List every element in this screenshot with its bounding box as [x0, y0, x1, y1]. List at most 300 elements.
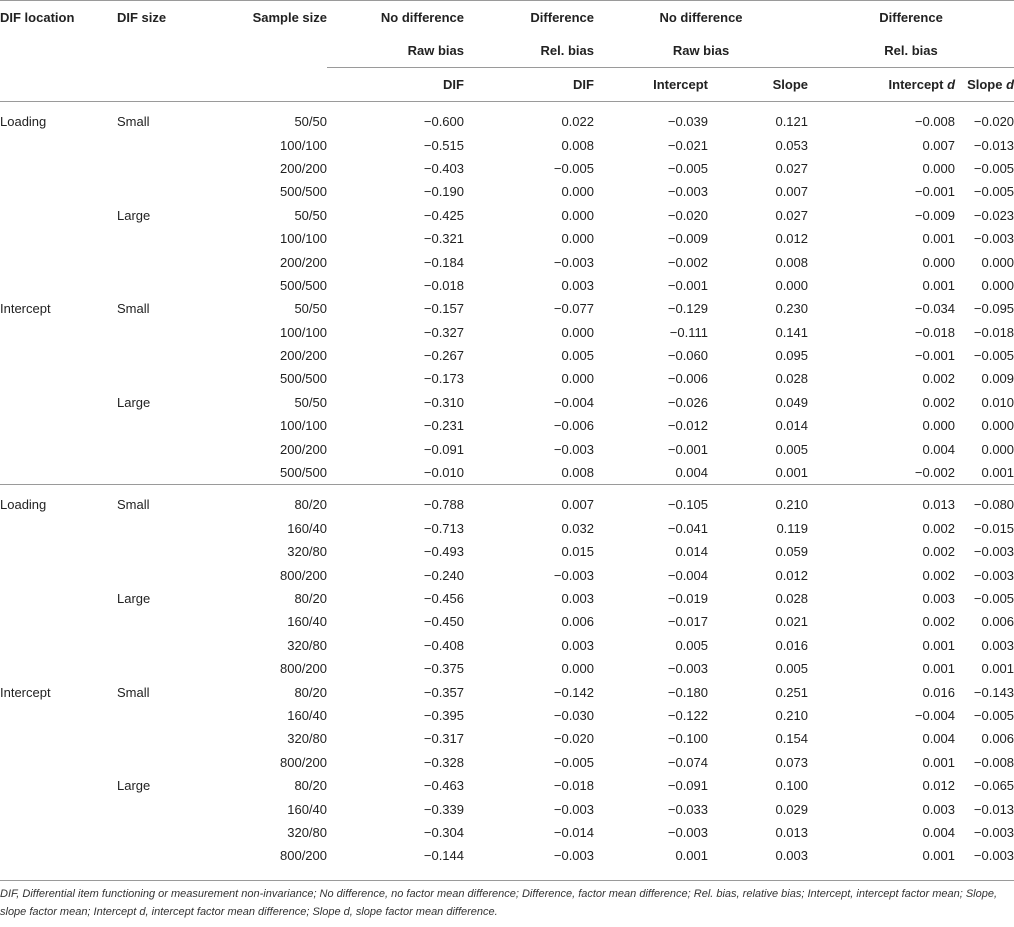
cell-dif-size	[117, 751, 221, 774]
cell-intercept-d: −0.004	[914, 707, 956, 723]
cell-dif-size	[117, 704, 221, 727]
cell-dif-size	[117, 437, 221, 460]
cell-sample-size: 800/200	[280, 848, 327, 864]
cell-sample-size: 100/100	[280, 418, 327, 434]
cell-intercept: −0.001	[667, 277, 708, 293]
cell-slope: 0.029	[775, 801, 809, 817]
cell-intercept-d: 0.004	[922, 824, 956, 840]
cell-dif-raw: −0.327	[423, 324, 464, 340]
cell-slope: 0.230	[775, 301, 809, 317]
cell-slope-d: −0.023	[973, 207, 1014, 223]
header-intercept-d: Intercept d	[808, 68, 955, 102]
cell-dif-rel: 0.000	[561, 184, 594, 200]
cell-dif-size: Small	[117, 684, 150, 700]
cell-dif-raw: −0.788	[423, 497, 464, 513]
header-row-2	[0, 34, 1014, 68]
table-row	[0, 110, 1014, 133]
cell-intercept-d: 0.002	[922, 371, 956, 387]
cell-dif-location	[0, 391, 117, 414]
cell-dif-raw: −0.018	[423, 277, 464, 293]
cell-dif-raw: −0.713	[423, 520, 464, 536]
cell-dif-size	[117, 461, 221, 485]
cell-slope: 0.028	[775, 371, 809, 387]
cell-sample-size: 200/200	[280, 441, 327, 457]
cell-sample-size: 200/200	[280, 160, 327, 176]
cell-dif-location	[0, 610, 117, 633]
cell-dif-raw: −0.240	[423, 567, 464, 583]
cell-dif-size: Large	[117, 778, 151, 794]
table-row	[0, 180, 1014, 203]
cell-slope-d: 0.010	[981, 394, 1014, 410]
cell-dif-size	[117, 274, 221, 297]
header-rel-bias-1: Rel. bias	[464, 34, 594, 68]
header-difference-2: Difference	[879, 10, 943, 25]
cell-intercept: 0.004	[675, 465, 708, 481]
header-intercept: Intercept	[594, 68, 708, 102]
cell-slope-d: −0.005	[973, 591, 1014, 606]
cell-intercept: −0.100	[667, 731, 708, 747]
table-row	[0, 634, 1014, 657]
header-slope-d: Slope d	[955, 68, 1014, 102]
cell-intercept-d: 0.001	[922, 848, 956, 864]
cell-slope: 0.210	[775, 497, 809, 513]
cell-dif-rel: 0.000	[561, 661, 594, 677]
cell-dif-rel: −0.004	[553, 394, 594, 410]
cell-dif-size	[117, 414, 221, 437]
cell-intercept-d: 0.012	[922, 778, 956, 794]
cell-sample-size: 80/20	[294, 684, 327, 700]
cell-dif-raw: −0.173	[423, 371, 464, 387]
cell-dif-size	[117, 321, 221, 344]
cell-intercept: −0.039	[667, 114, 708, 130]
cell-dif-raw: −0.304	[423, 824, 464, 840]
cell-slope-d: 0.000	[981, 277, 1014, 293]
cell-slope-d: −0.005	[973, 160, 1014, 176]
cell-dif-size	[117, 727, 221, 750]
table-row	[0, 540, 1014, 563]
cell-sample-size: 800/200	[280, 754, 327, 770]
header-dif-col-a: DIF	[327, 68, 464, 102]
cell-slope: 0.000	[775, 277, 809, 293]
table-row	[0, 680, 1014, 703]
cell-slope: 0.027	[775, 207, 809, 223]
cell-slope-d: −0.003	[973, 231, 1014, 247]
cell-dif-location	[0, 133, 117, 156]
cell-dif-size	[117, 180, 221, 203]
cell-dif-location	[0, 751, 117, 774]
cell-sample-size: 500/500	[280, 465, 327, 481]
cell-intercept-d: 0.002	[922, 394, 956, 410]
cell-dif-rel: 0.022	[561, 114, 594, 130]
cell-intercept: 0.014	[675, 544, 708, 560]
cell-slope: 0.001	[775, 465, 809, 481]
cell-intercept-d: 0.016	[922, 684, 956, 700]
cell-dif-raw: −0.515	[423, 137, 464, 153]
cell-slope-d: 0.000	[981, 441, 1014, 457]
cell-dif-size	[117, 367, 221, 390]
cell-dif-size: Small	[117, 301, 150, 317]
cell-dif-rel: 0.005	[561, 348, 594, 364]
cell-dif-raw: −0.091	[423, 441, 464, 457]
cell-sample-size: 320/80	[287, 731, 327, 747]
cell-sample-size: 50/50	[294, 394, 327, 410]
cell-dif-size	[117, 344, 221, 367]
table-row	[0, 657, 1014, 680]
header-dif-location: DIF location	[0, 10, 75, 25]
cell-dif-location	[0, 321, 117, 344]
cell-intercept: −0.005	[667, 160, 708, 176]
table-row	[0, 493, 1014, 516]
cell-dif-location	[0, 367, 117, 390]
header-raw-bias-1: Raw bias	[327, 34, 464, 68]
cell-slope-d: −0.015	[973, 520, 1014, 536]
cell-dif-location	[0, 540, 117, 563]
header-row-3	[0, 68, 1014, 102]
cell-intercept: −0.091	[667, 778, 708, 794]
cell-intercept-d: 0.004	[922, 731, 956, 747]
cell-dif-location	[0, 704, 117, 727]
cell-dif-raw: −0.425	[423, 207, 464, 223]
cell-slope-d: −0.143	[973, 684, 1014, 700]
cell-dif-location	[0, 414, 117, 437]
cell-sample-size: 200/200	[280, 348, 327, 364]
header-no-difference-1: No difference	[380, 10, 464, 25]
cell-intercept: −0.019	[667, 591, 708, 606]
cell-dif-location: Intercept	[0, 301, 51, 317]
cell-intercept: −0.006	[667, 371, 708, 387]
table-row	[0, 751, 1014, 774]
cell-dif-location	[0, 774, 117, 797]
cell-intercept-d: 0.002	[922, 544, 956, 560]
header-no-difference-2: No difference	[659, 10, 743, 25]
cell-slope-d: −0.003	[973, 824, 1014, 840]
cell-slope-d: −0.003	[973, 848, 1014, 864]
cell-intercept-d: −0.034	[914, 301, 956, 317]
cell-intercept-d: 0.000	[922, 160, 956, 176]
cell-slope-d: 0.001	[981, 465, 1014, 481]
cell-dif-rel: −0.003	[553, 801, 594, 817]
cell-intercept-d: −0.008	[914, 114, 956, 130]
cell-intercept-d: −0.001	[914, 184, 956, 200]
cell-intercept: −0.026	[667, 394, 708, 410]
cell-sample-size: 200/200	[280, 254, 327, 270]
table-footnote: DIF, Differential item functioning or measurement non-invariance; No difference, no factor mean difference; Difference, factor mean difference; Rel. bias, relative bias; Intercept, intercept factor mean; Slope, slope factor mean; Intercept d, intercept factor mean difference; Slope d, slope factor mean difference.	[0, 888, 998, 918]
cell-dif-size	[117, 540, 221, 563]
cell-intercept: −0.041	[667, 520, 708, 536]
cell-intercept: −0.111	[669, 324, 708, 340]
cell-dif-location	[0, 821, 117, 844]
cell-intercept-d: 0.004	[922, 441, 956, 457]
cell-slope: 0.059	[775, 544, 809, 560]
cell-dif-location	[0, 587, 117, 610]
cell-slope-d: −0.065	[973, 778, 1014, 794]
cell-slope-d: −0.005	[973, 348, 1014, 364]
table-row	[0, 321, 1014, 344]
cell-sample-size: 80/20	[294, 591, 327, 606]
table-row	[0, 774, 1014, 797]
header-row-1	[0, 1, 1014, 35]
cell-dif-location	[0, 180, 117, 203]
cell-slope-d: 0.006	[981, 731, 1014, 747]
cell-sample-size: 160/40	[287, 614, 327, 630]
cell-sample-size: 800/200	[280, 567, 327, 583]
table-row	[0, 157, 1014, 180]
cell-intercept-d: −0.001	[914, 348, 956, 364]
cell-dif-rel: −0.014	[553, 824, 594, 840]
cell-slope-d: 0.006	[981, 614, 1014, 630]
cell-dif-location	[0, 344, 117, 367]
cell-intercept-d: −0.009	[914, 207, 956, 223]
cell-intercept-d: 0.002	[922, 520, 956, 536]
cell-sample-size: 500/500	[280, 184, 327, 200]
cell-intercept: 0.005	[675, 637, 708, 653]
cell-dif-size: Large	[117, 591, 151, 606]
cell-intercept-d: 0.013	[922, 497, 956, 513]
cell-slope-d: −0.008	[973, 754, 1014, 770]
cell-dif-raw: −0.493	[423, 544, 464, 560]
cell-dif-size	[117, 634, 221, 657]
cell-slope: 0.021	[775, 614, 809, 630]
cell-slope-d: 0.009	[981, 371, 1014, 387]
cell-dif-raw: −0.375	[423, 661, 464, 677]
cell-dif-rel: −0.005	[553, 160, 594, 176]
cell-dif-rel: −0.003	[553, 254, 594, 270]
cell-dif-raw: −0.395	[423, 707, 464, 723]
cell-slope: 0.005	[775, 441, 809, 457]
table-row	[0, 610, 1014, 633]
table-row	[0, 563, 1014, 586]
cell-sample-size: 160/40	[287, 520, 327, 536]
cell-dif-rel: 0.007	[561, 497, 594, 513]
cell-dif-location	[0, 274, 117, 297]
cell-slope: 0.008	[775, 254, 809, 270]
cell-dif-size	[117, 797, 221, 820]
cell-dif-size	[117, 563, 221, 586]
cell-slope-d: 0.000	[981, 254, 1014, 270]
table-row	[0, 727, 1014, 750]
cell-slope: 0.073	[775, 754, 809, 770]
table-row	[0, 704, 1014, 727]
cell-sample-size: 800/200	[280, 661, 327, 677]
cell-intercept: −0.001	[667, 441, 708, 457]
cell-dif-raw: −0.456	[423, 591, 464, 606]
cell-intercept-d: 0.000	[922, 418, 956, 434]
cell-slope-d: −0.013	[973, 137, 1014, 153]
cell-dif-size: Large	[117, 207, 151, 223]
cell-slope: 0.005	[775, 661, 809, 677]
cell-dif-location: Intercept	[0, 684, 51, 700]
table-body	[0, 102, 1014, 868]
cell-dif-location	[0, 517, 117, 540]
cell-sample-size: 50/50	[294, 207, 327, 223]
cell-dif-raw: −0.321	[423, 231, 464, 247]
cell-dif-raw: −0.408	[423, 637, 464, 653]
cell-intercept: −0.033	[667, 801, 708, 817]
header-difference-1: Difference	[530, 10, 594, 25]
cell-intercept-d: 0.003	[922, 591, 956, 606]
cell-intercept-d: −0.018	[914, 324, 956, 340]
cell-dif-rel: 0.006	[561, 614, 594, 630]
cell-dif-location	[0, 563, 117, 586]
cell-dif-size	[117, 610, 221, 633]
cell-intercept: −0.105	[667, 497, 708, 513]
table-row	[0, 587, 1014, 610]
cell-dif-rel: −0.142	[553, 684, 594, 700]
header-slope: Slope	[708, 68, 808, 102]
cell-dif-location	[0, 227, 117, 250]
cell-dif-raw: −0.267	[423, 348, 464, 364]
cell-dif-raw: −0.450	[423, 614, 464, 630]
cell-slope: 0.119	[776, 520, 809, 536]
cell-dif-size	[117, 657, 221, 680]
cell-dif-rel: 0.008	[561, 465, 594, 481]
cell-sample-size: 100/100	[280, 231, 327, 247]
cell-dif-size	[117, 227, 221, 250]
header-rel-bias-2: Rel. bias	[808, 34, 1014, 68]
cell-slope-d: 0.003	[981, 637, 1014, 653]
cell-slope-d: −0.080	[973, 497, 1014, 513]
header-sample-size: Sample size	[252, 10, 327, 25]
cell-intercept: −0.003	[667, 184, 708, 200]
header-dif-col-b: DIF	[464, 68, 594, 102]
cell-sample-size: 320/80	[287, 824, 327, 840]
cell-dif-raw: −0.231	[423, 418, 464, 434]
cell-sample-size: 500/500	[280, 277, 327, 293]
cell-intercept: −0.060	[667, 348, 708, 364]
cell-intercept-d: 0.001	[922, 277, 956, 293]
cell-slope: 0.027	[775, 160, 809, 176]
cell-dif-size: Small	[117, 497, 150, 513]
cell-sample-size: 320/80	[287, 544, 327, 560]
table-row	[0, 297, 1014, 320]
cell-slope: 0.121	[775, 114, 809, 130]
cell-slope: 0.095	[775, 348, 809, 364]
cell-dif-rel: −0.005	[553, 754, 594, 770]
cell-slope: 0.012	[775, 231, 809, 247]
cell-dif-size	[117, 133, 221, 156]
cell-slope: 0.013	[775, 824, 809, 840]
cell-sample-size: 160/40	[287, 801, 327, 817]
cell-intercept-d: 0.001	[922, 754, 956, 770]
cell-intercept-d: 0.002	[922, 614, 956, 630]
cell-slope-d: −0.020	[973, 114, 1014, 130]
cell-dif-rel: −0.003	[553, 848, 594, 864]
cell-dif-rel: 0.003	[561, 637, 594, 653]
cell-dif-location	[0, 437, 117, 460]
cell-slope-d: −0.005	[973, 707, 1014, 723]
cell-dif-raw: −0.339	[423, 801, 464, 817]
cell-intercept: −0.003	[667, 824, 708, 840]
cell-dif-rel: −0.020	[553, 731, 594, 747]
cell-dif-rel: 0.000	[561, 231, 594, 247]
cell-sample-size: 50/50	[294, 114, 327, 130]
cell-sample-size: 80/20	[294, 497, 327, 513]
header-raw-bias-2: Raw bias	[594, 34, 808, 68]
cell-slope: 0.016	[775, 637, 809, 653]
cell-intercept-d: 0.002	[922, 567, 956, 583]
cell-slope: 0.007	[775, 184, 809, 200]
cell-dif-raw: −0.600	[423, 114, 464, 130]
cell-dif-raw: −0.144	[423, 848, 464, 864]
cell-dif-rel: −0.030	[553, 707, 594, 723]
table-row	[0, 274, 1014, 297]
cell-dif-location: Loading	[0, 114, 47, 130]
cell-dif-raw: −0.310	[423, 394, 464, 410]
cell-dif-rel: −0.077	[553, 301, 594, 317]
cell-dif-location	[0, 844, 117, 867]
cell-sample-size: 50/50	[294, 301, 327, 317]
cell-slope: 0.049	[775, 394, 809, 410]
cell-intercept: −0.021	[667, 137, 708, 153]
table-row	[0, 204, 1014, 227]
cell-dif-size: Small	[117, 114, 150, 130]
cell-sample-size: 160/40	[287, 707, 327, 723]
table-row	[0, 133, 1014, 156]
cell-slope: 0.003	[775, 848, 809, 864]
cell-intercept: −0.129	[667, 301, 708, 317]
cell-dif-rel: 0.003	[561, 591, 594, 606]
cell-dif-rel: 0.000	[561, 371, 594, 387]
cell-dif-raw: −0.157	[423, 301, 464, 317]
cell-sample-size: 80/20	[294, 778, 327, 794]
cell-dif-raw: −0.317	[423, 731, 464, 747]
cell-dif-rel: 0.003	[561, 277, 594, 293]
cell-dif-size: Large	[117, 394, 151, 410]
cell-dif-raw: −0.190	[423, 184, 464, 200]
table-row	[0, 437, 1014, 460]
cell-slope: 0.028	[775, 591, 809, 606]
table-row	[0, 414, 1014, 437]
cell-intercept-d: 0.001	[922, 231, 956, 247]
cell-slope-d: 0.000	[981, 418, 1014, 434]
cell-intercept: −0.020	[667, 207, 708, 223]
cell-sample-size: 500/500	[280, 371, 327, 387]
cell-slope-d: −0.003	[973, 544, 1014, 560]
cell-dif-raw: −0.184	[423, 254, 464, 270]
cell-dif-size	[117, 821, 221, 844]
cell-dif-rel: 0.000	[561, 324, 594, 340]
cell-slope: 0.100	[775, 778, 809, 794]
cell-dif-rel: 0.000	[561, 207, 594, 223]
cell-dif-location	[0, 157, 117, 180]
cell-slope: 0.154	[775, 731, 809, 747]
cell-dif-location	[0, 634, 117, 657]
cell-slope-d: −0.018	[973, 324, 1014, 340]
cell-dif-rel: −0.018	[553, 778, 594, 794]
footnote-divider	[0, 880, 1014, 881]
cell-intercept: −0.180	[667, 684, 708, 700]
cell-dif-raw: −0.328	[423, 754, 464, 770]
cell-intercept-d: 0.003	[922, 801, 956, 817]
table-row	[0, 227, 1014, 250]
table-row	[0, 461, 1014, 485]
cell-intercept: 0.001	[675, 848, 708, 864]
cell-intercept: −0.122	[667, 707, 708, 723]
cell-dif-rel: 0.015	[561, 544, 594, 560]
cell-sample-size: 100/100	[280, 324, 327, 340]
header-dif-size: DIF size	[117, 10, 167, 25]
cell-slope-d: −0.005	[973, 184, 1014, 200]
cell-slope: 0.012	[775, 567, 809, 583]
cell-slope-d: −0.003	[973, 567, 1014, 583]
cell-slope: 0.014	[775, 418, 809, 434]
cell-intercept-d: −0.002	[914, 465, 956, 481]
cell-dif-raw: −0.403	[423, 160, 464, 176]
cell-slope: 0.141	[775, 324, 809, 340]
table-row	[0, 821, 1014, 844]
cell-dif-size	[117, 517, 221, 540]
cell-dif-location	[0, 250, 117, 273]
